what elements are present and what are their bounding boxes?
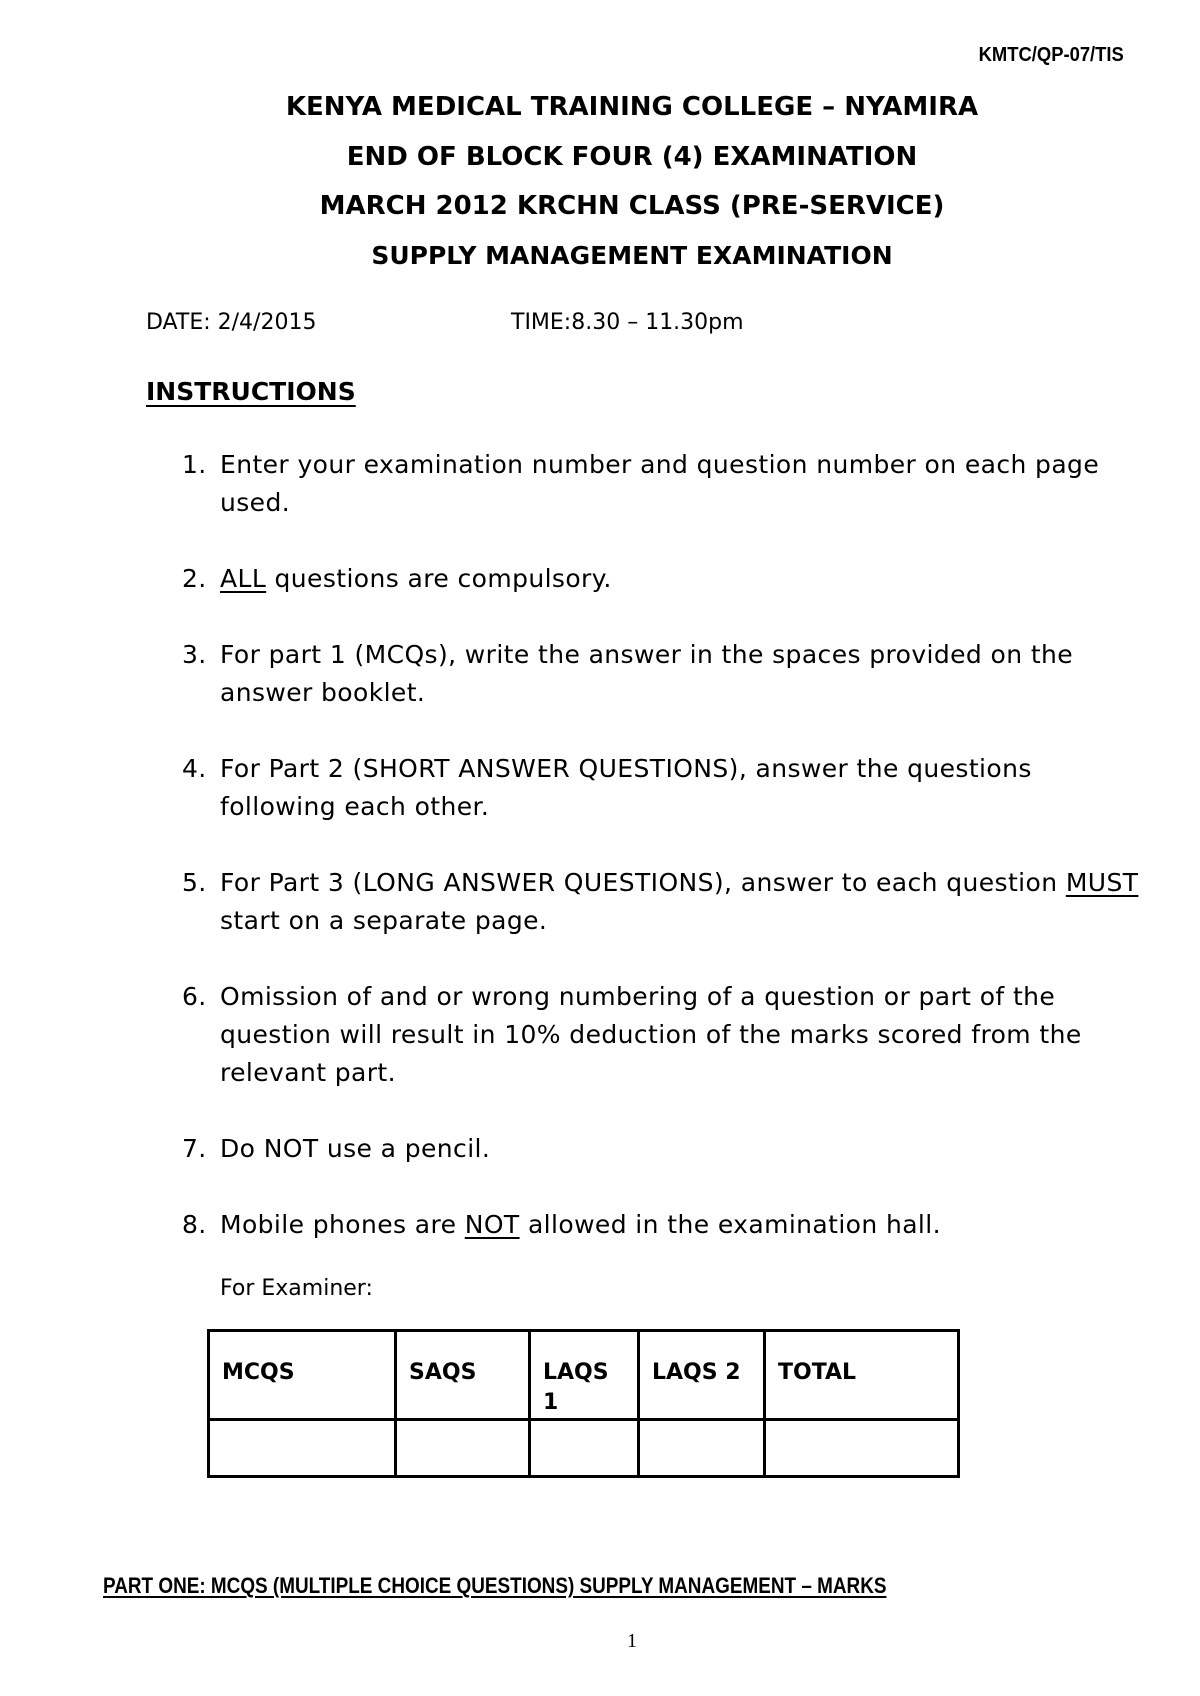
instruction-number: 8. (182, 1210, 207, 1239)
instruction-item-7 (146, 1130, 1146, 1168)
instruction-emphasis: ALL (220, 564, 267, 593)
column-header-saqs: SAQS (396, 1331, 530, 1420)
instruction-text: Do NOT use a pencil. (220, 1134, 491, 1163)
instruction-text: For part 1 (MCQs), write the answer in the spaces provided on the answer booklet. (220, 640, 1074, 707)
instruction-text: Mobile phones are (220, 1210, 465, 1239)
page-number: 1 (627, 1630, 637, 1652)
instruction-emphasis: NOT (464, 1210, 520, 1239)
instruction-item-2 (146, 560, 1146, 598)
column-header-mcqs: MCQS (209, 1331, 396, 1420)
exam-title: END OF BLOCK FOUR (4) EXAMINATION (346, 142, 918, 172)
instruction-number: 5. (182, 868, 207, 897)
college-title: KENYA MEDICAL TRAINING COLLEGE – NYAMIRA (285, 92, 979, 122)
document-code: KMTC/QP-07/TIS (978, 44, 1124, 66)
instruction-text: start on a separate page. (220, 906, 548, 935)
marks-entry-row (209, 1420, 959, 1477)
instruction-text: For Part 2 (SHORT ANSWER QUESTIONS), answer the questions following each other. (220, 754, 1032, 821)
instruction-number: 1. (182, 450, 207, 479)
instruction-text: Enter your examination number and question number on each page used. (220, 450, 1100, 517)
saqs-score-cell[interactable] (396, 1420, 530, 1477)
subject-title: SUPPLY MANAGEMENT EXAMINATION (371, 241, 893, 270)
instructions-list (146, 446, 1146, 1282)
instruction-number: 2. (182, 564, 207, 593)
instruction-number: 7. (182, 1134, 207, 1163)
part-one-heading: PART ONE: MCQS (MULTIPLE CHOICE QUESTIONS) SUPPLY MANAGEMENT – MARKS (103, 1573, 887, 1598)
instruction-emphasis: MUST (1065, 868, 1139, 897)
instruction-item-6 (146, 978, 1146, 1092)
instruction-item-8 (146, 1206, 1146, 1244)
examiner-label: For Examiner: (220, 1276, 373, 1301)
instruction-item-5 (146, 864, 1146, 940)
instruction-item-1 (146, 446, 1146, 522)
laqs-2-score-cell[interactable] (639, 1420, 765, 1477)
exam-time: TIME:8.30 – 11.30pm (511, 310, 744, 335)
mcqs-score-cell[interactable] (209, 1420, 396, 1477)
total-score-cell[interactable] (765, 1420, 959, 1477)
laqs-1-score-cell[interactable] (530, 1420, 639, 1477)
instruction-number: 4. (182, 754, 207, 783)
instruction-item-4 (146, 750, 1146, 826)
instruction-text: Omission of and or wrong numbering of a question or part of the question will result in 10% deduction of the marks scored from the relevant part. (220, 982, 1082, 1087)
examiner-marks-table (207, 1329, 960, 1478)
marks-header-row (209, 1331, 959, 1420)
instruction-text: allowed in the examination hall. (519, 1210, 941, 1239)
instruction-number: 3. (182, 640, 207, 669)
column-header-laqs-2: LAQS 2 (639, 1331, 765, 1420)
column-header-laqs-1: LAQS 1 (530, 1331, 639, 1420)
instruction-number: 6. (182, 982, 207, 1011)
class-title: MARCH 2012 KRCHN CLASS (PRE-SERVICE) (319, 191, 945, 221)
instruction-item-3 (146, 636, 1146, 712)
instructions-heading: INSTRUCTIONS (146, 377, 356, 406)
exam-date: DATE: 2/4/2015 (146, 310, 317, 335)
instruction-text: For Part 3 (LONG ANSWER QUESTIONS), answer to each question (220, 868, 1066, 897)
column-header-total: TOTAL (765, 1331, 959, 1420)
instruction-text: questions are compulsory. (266, 564, 612, 593)
